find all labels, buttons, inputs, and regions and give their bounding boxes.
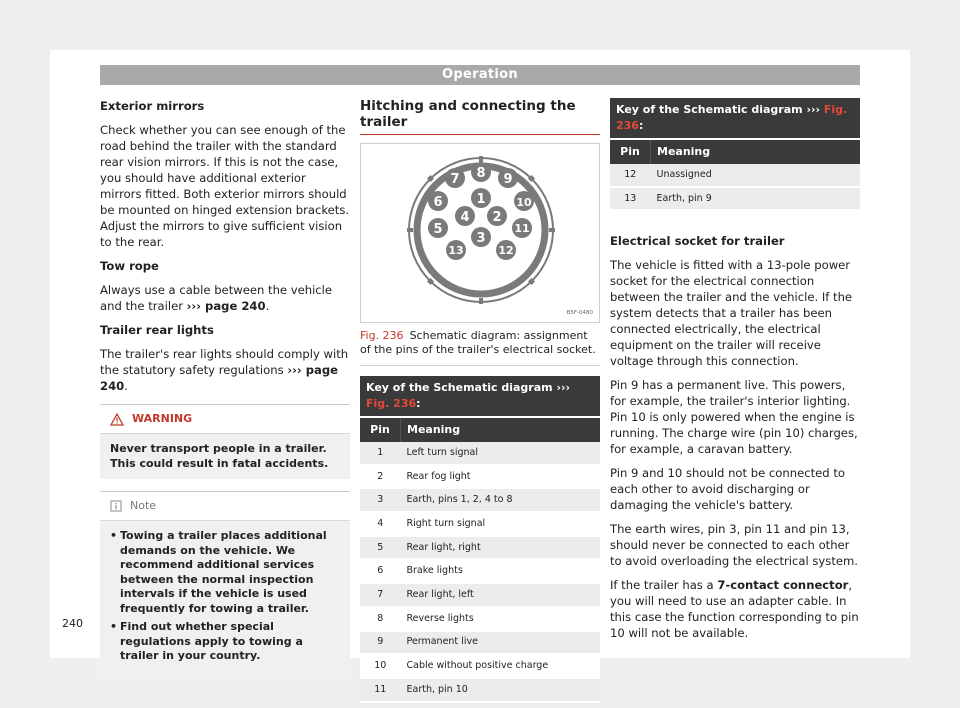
section-title: Hitching and connecting the trailer [360, 98, 600, 135]
warning-text: Never transport people in a trailer. This could result in fatal accidents. [110, 442, 329, 470]
col-header-meaning: Meaning [401, 417, 601, 442]
column-left [100, 98, 350, 676]
table-row: 3 Earth, pins 1, 2, 4 to 8 [360, 488, 600, 512]
earth-text: The earth wires, pin 3, pin 11 and pin 13, should never be connected to each other to avoid overloading the electrical system. [610, 522, 858, 569]
tow-rope-heading: Tow rope [100, 259, 159, 273]
figure-link[interactable]: Fig. 236 [366, 397, 417, 410]
pin-label: 12 [498, 244, 514, 257]
manual-page [50, 50, 910, 695]
pin-label: 5 [433, 222, 443, 237]
exterior-mirrors-text: Check whether you can see enough of the road behind the trailer with the standard rear vision mirrors. If this is not the case, you should have additional exterior mirrors fitted. Both exterior mirrors should be mounted on hinged extension brackets. Adjust the mirrors to give sufficient vision to the rear. [100, 123, 350, 249]
warning-triangle-icon [110, 413, 124, 426]
col-header-pin: Pin [360, 417, 401, 442]
table-row: 6 Brake lights [360, 559, 600, 583]
key-table-title: Key of the Schematic diagram ››› Fig. 236: [360, 376, 600, 417]
note-icon [110, 500, 122, 512]
figure-label: Fig. 236 [360, 329, 404, 342]
note-title: Note [100, 492, 350, 521]
column-middle [360, 98, 600, 703]
col-header-meaning: Meaning [651, 139, 861, 164]
table-row: 7 Rear light, left [360, 583, 600, 607]
rear-lights-text: The trailer's rear lights should comply with the statutory safety regulations ››› page 240. [100, 347, 349, 393]
socket-diagram [361, 144, 599, 320]
table-row: 2 Rear fog light [360, 465, 600, 489]
pin-label: 13 [448, 244, 464, 257]
table-row: 1 Left turn signal [360, 442, 600, 465]
table-row: 8 Reverse lights [360, 607, 600, 631]
pin-label: 1 [476, 192, 486, 207]
rear-lights-heading: Trailer rear lights [100, 323, 214, 337]
table-row: 12 Unassigned [610, 164, 860, 187]
pin-label: 10 [516, 196, 532, 209]
pin-label: 3 [476, 231, 486, 246]
warning-box [100, 404, 350, 479]
exterior-mirrors-heading: Exterior mirrors [100, 99, 205, 113]
table-row: 9 Permanent live [360, 631, 600, 655]
col-header-pin: Pin [610, 139, 651, 164]
pin-label: 6 [433, 195, 443, 210]
column-right [610, 98, 860, 649]
figure-code: B5F-0480 [566, 310, 593, 316]
socket-heading: Electrical socket for trailer [610, 234, 785, 249]
pin-label: 7 [450, 172, 460, 187]
pin9-10-text: Pin 9 and 10 should not be connected to each other to avoid discharging or damaging the vehicle's battery. [610, 466, 845, 513]
socket-text: The vehicle is fitted with a 13-pole power socket for the electrical connection between the trailer and the vehicle. If the system detects that a trailer has been connected electrically, the electrical equipment on the trailer will receive voltage through this connection. [610, 258, 853, 369]
adapter-text: If the trailer has a 7-contact connector, you will need to use an adapter cable. In this case the function corresponding to pin 10 will not be available. [610, 578, 859, 641]
table-row: 4 Right turn signal [360, 512, 600, 536]
note-item: • Find out whether special regulations apply to towing a trailer in your country. [110, 620, 340, 664]
note-item: • Towing a trailer places additional demands on the vehicle. We recommend additional services between the normal inspection intervals if the vehicle is used frequently for towing a trailer. [110, 529, 340, 616]
section-header: Operation [100, 65, 860, 85]
pin9-text: Pin 9 has a permanent live. This powers, for example, the trailer's interior lighting. Pin 10 is only powered when the engine is running. The charge wire (pin 10) charges, for example, a caravan battery. [610, 378, 858, 457]
pin-label: 11 [514, 222, 530, 235]
pin-label: 2 [492, 210, 502, 225]
pin-label: 4 [460, 210, 470, 225]
note-box [100, 491, 350, 676]
figure-link[interactable]: Fig. 236 [616, 103, 848, 132]
tow-rope-text: Always use a cable between the vehicle and the trailer ››› page 240. [100, 283, 333, 313]
figure-caption: Fig. 236 Schematic diagram: assignment of the pins of the trailer's electrical socket. [360, 329, 600, 366]
table-row: 10 Cable without positive charge [360, 654, 600, 678]
table-row: 13 Earth, pin 9 [610, 187, 860, 211]
socket-figure [360, 143, 600, 323]
table-row: 5 Rear light, right [360, 536, 600, 560]
page-number: 240 [62, 617, 83, 630]
key-table-1 [360, 376, 600, 703]
pin-label: 9 [503, 172, 513, 187]
key-table-2 [610, 98, 860, 211]
table-row: 11 Earth, pin 10 [360, 678, 600, 702]
warning-title: WARNING [100, 405, 350, 434]
tow-rope-page-link[interactable]: ››› page 240 [186, 299, 266, 313]
key-table-title: Key of the Schematic diagram ››› Fig. 236: [610, 98, 860, 139]
pin-label: 8 [476, 166, 486, 181]
rear-lights-page-link[interactable]: ››› page 240 [100, 363, 338, 393]
